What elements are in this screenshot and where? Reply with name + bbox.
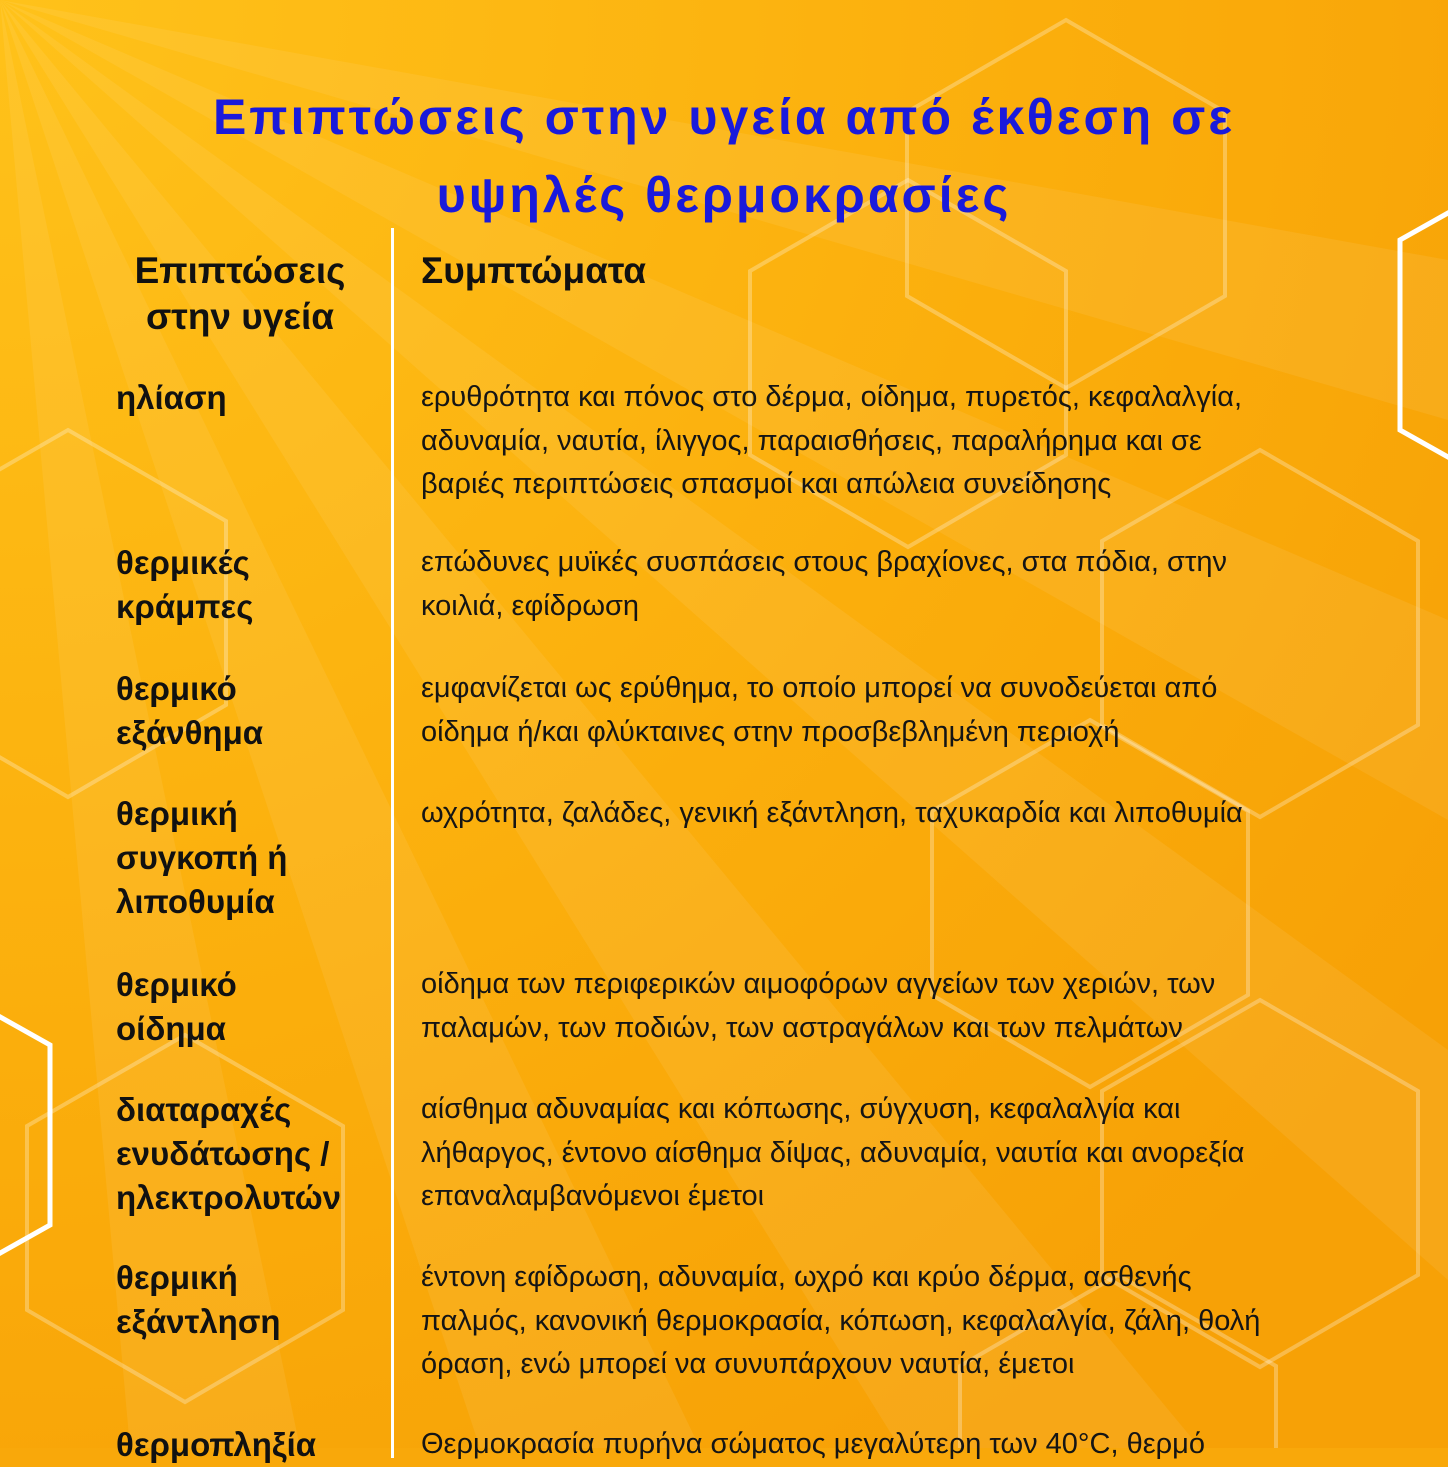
symptoms-cell bbox=[421, 1088, 1351, 1219]
symptom-line: βαριές περιπτώσεις σπασμοί και απώλεια συνείδησης bbox=[421, 468, 1112, 500]
effect-cell bbox=[116, 376, 381, 420]
effect-line: θερμικές bbox=[116, 544, 250, 581]
page-title bbox=[0, 78, 1448, 234]
symptom-line: εμφανίζεται ως ερύθημα, το οποίο μπορεί να συνοδεύεται από bbox=[421, 672, 1218, 704]
header-effects-line-2: στην υγεία bbox=[146, 296, 334, 337]
effect-cell bbox=[116, 963, 381, 1051]
symptom-line: ωχρότητα, ζαλάδες, γενική εξάντληση, ταχυκαρδία και λιποθυμία bbox=[421, 797, 1243, 829]
header-symptoms: Συμπτώματα bbox=[421, 250, 647, 291]
effect-line: συγκοπή ή bbox=[116, 839, 288, 876]
effect-cell bbox=[116, 667, 381, 755]
title-line-1: Επιπτώσεις στην υγεία από έκθεση σε bbox=[212, 89, 1236, 145]
effect-line: θερμική bbox=[116, 795, 238, 832]
symptom-line: Θερμοκρασία πυρήνα σώματος μεγαλύτερη των 40°C, θερμό bbox=[421, 1428, 1205, 1460]
effect-line: ενυδάτωσης / bbox=[116, 1135, 330, 1172]
effect-cell bbox=[116, 792, 381, 924]
effect-line: θερμικό bbox=[116, 966, 237, 1003]
symptom-line: επώδυνες μυϊκές συσπάσεις στους βραχίονες, στα πόδια, στην bbox=[421, 546, 1227, 578]
symptoms-cell bbox=[421, 792, 1351, 836]
symptom-line: οίδημα ή/και φλύκταινες στην προσβεβλημένη περιοχή bbox=[421, 715, 1120, 748]
symptoms-cell bbox=[421, 541, 1351, 628]
effect-line: θερμικό bbox=[116, 670, 237, 707]
symptoms-cell bbox=[421, 1256, 1351, 1387]
effect-line: ηλίαση bbox=[116, 379, 227, 416]
effect-line: ηλεκτρολυτών bbox=[116, 1179, 341, 1216]
effect-line: θερμοπληξία bbox=[116, 1426, 317, 1463]
symptoms-cell bbox=[421, 376, 1351, 507]
column-divider bbox=[391, 228, 394, 1458]
effect-cell bbox=[116, 1423, 381, 1467]
effect-line: θερμική bbox=[116, 1259, 238, 1296]
symptom-line: όραση, ενώ μπορεί να συνυπάρχουν ναυτία, έμετοι bbox=[421, 1348, 1075, 1380]
title-line-2: υψηλές θερμοκρασίες bbox=[436, 167, 1012, 223]
symptom-line: οίδημα των περιφερικών αιμοφόρων αγγείων των χεριών, των bbox=[421, 968, 1216, 1000]
symptoms-cell bbox=[421, 667, 1351, 754]
effect-line: εξάντληση bbox=[116, 1303, 281, 1340]
symptom-line: παλαμών, των ποδιών, των αστραγάλων και των πελμάτων bbox=[421, 1011, 1183, 1044]
effect-cell bbox=[116, 1088, 381, 1220]
symptom-line: αίσθημα αδυναμίας και κόπωσης, σύγχυση, κεφαλαλγία και bbox=[421, 1093, 1181, 1125]
effect-cell bbox=[116, 1256, 381, 1344]
effect-line: εξάνθημα bbox=[116, 714, 264, 751]
symptom-line: έντονη εφίδρωση, αδυναμία, ωχρό και κρύο δέρμα, ασθενής bbox=[421, 1261, 1192, 1293]
header-effects-line-1: Επιπτώσεις bbox=[134, 250, 346, 291]
symptoms-cell bbox=[421, 1423, 1351, 1467]
symptom-line: κοιλιά, εφίδρωση bbox=[421, 589, 640, 622]
symptom-line: ερυθρότητα και πόνος στο δέρμα, οίδημα, πυρετός, κεφαλαλγία, bbox=[421, 381, 1243, 413]
effect-line: οίδημα bbox=[116, 1010, 226, 1047]
symptom-line: επαναλαμβανόμενοι έμετοι bbox=[421, 1180, 765, 1212]
header-effects bbox=[105, 248, 375, 340]
symptom-line: λήθαργος, έντονο αίσθημα δίψας, αδυναμία, ναυτία και ανορεξία bbox=[421, 1136, 1245, 1169]
effect-cell bbox=[116, 541, 381, 629]
symptom-line: αδυναμία, ναυτία, ίλιγγος, παραισθήσεις, παραλήρημα και σε bbox=[421, 424, 1202, 457]
effect-line: λιποθυμία bbox=[116, 883, 275, 920]
effect-line: κράμπες bbox=[116, 588, 254, 625]
symptom-line: παλμός, κανονική θερμοκρασία, κόπωση, κεφαλαλγία, ζάλη, θολή bbox=[421, 1304, 1261, 1337]
effect-line: διαταραχές bbox=[116, 1091, 292, 1128]
symptoms-cell bbox=[421, 963, 1351, 1050]
